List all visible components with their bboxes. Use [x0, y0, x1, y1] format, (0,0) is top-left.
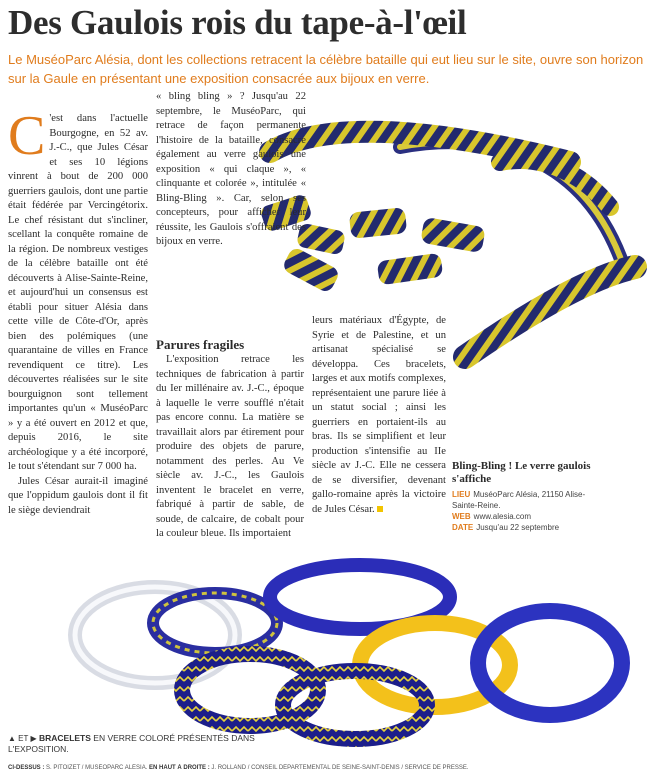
credit-text: S. PITOIZET / MUSÉOPARC ALÉSIA.	[44, 765, 150, 771]
photo-bracelet-fragments	[250, 92, 648, 392]
article-paragraph: leurs matériaux d'Égypte, de Syrie et de Palestine, et un artisanat spécialisé se développa. Ces bracelets, larges et aux motifs complexes, représentaient une parure liée à un statut social ; ainsi les guerriers en portaient-ils au bras. Ils se simplifient et leur production s'intensifie au IIe siècle av J.-C. Elle ne cessera de se diversifier, devenant gallo-romaine après la victoire de Jules César.	[312, 315, 446, 515]
info-box	[452, 460, 592, 533]
caption-arrows-icon: ▲ ET ▶	[8, 734, 37, 743]
photo-credits	[8, 764, 648, 772]
info-label: DATE	[452, 523, 474, 532]
article-paragraph: L'exposition retrace les techniques de fabrication à partir du Ier millénaire av. J.-C., époque à laquelle le verre soufflé n'était pas encore connu. La matière se travaillait alors par étirement pour produire des objets de parure, notamment des perles. Au Ve siècle av. J.-C., les Gaulois inventent le bracelet en verre, fabriqué à partir de sable, de soude, de calcaire, de cobalt pour la couleur bleue. Ils importaient	[156, 354, 304, 539]
end-mark-icon	[377, 506, 383, 512]
credit-label: EN HAUT À DROITE :	[149, 765, 210, 771]
info-value-link[interactable]: www.alesia.com	[473, 512, 532, 521]
photo-colored-bracelets	[40, 555, 640, 755]
photo-caption	[8, 733, 308, 755]
article-paragraph: « bling bling » ? Jusqu'au 22 septembre, le MuséoParc, qui retrace de façon permanente l'histoire de la bataille, consacre également au verre gaulois une exposition « qui claque », « clinquante et colorée », intitulée « Bling-Bling ». Car, selon ses concepteurs, pour afficher leur réussite, les Gaulois s'offraient des bijoux en verre.	[156, 91, 306, 247]
info-row-lieu	[452, 489, 592, 511]
info-value: Jusqu'au 22 septembre	[476, 523, 560, 532]
standfirst: Le MuséoParc Alésia, dont les collections retracent la célèbre bataille qui eut lieu sur le site, ouvre son horizon sur la Gaule en présentant une exposition consacrée aux bijoux en verre.	[8, 52, 644, 86]
headline: Des Gaulois rois du tape-à-l'œil	[8, 3, 467, 42]
article-paragraph: Jules César aurait-il imaginé que l'oppidum gaulois dont il fit le siège deviendrait	[8, 475, 148, 516]
caption-bold: BRACELETS	[38, 733, 91, 743]
caption-text: EN VERRE COLORÉ PRÉSENTÉS DANS L'EXPOSITION.	[8, 733, 255, 754]
article-column-1	[8, 105, 148, 518]
info-row-web	[452, 511, 592, 522]
article-column-4	[312, 314, 446, 517]
info-box-title: Bling-Bling ! Le verre gaulois s'affiche	[452, 460, 591, 485]
info-row-date	[452, 522, 592, 533]
article-column-3	[156, 337, 304, 542]
credit-text: J. ROLLAND / CONSEIL DÉPARTEMENTAL DE SEINE-SAINT-DENIS / SERVICE DE PRESSE.	[209, 765, 469, 771]
info-label: LIEU	[452, 490, 471, 499]
article-column-2	[156, 90, 306, 250]
subheading: Parures fragiles	[156, 337, 245, 352]
drop-cap: C	[8, 105, 46, 167]
article-paragraph: 'est dans l'actuelle Bourgogne, en 52 av. J.-C., que Jules César et ses 10 légions vinrent à bout de 200 000 guerriers gaulois, dont une partie était fédérée par Vercingétorix. Le chef résistant dut s'incliner, scellant la conquête romaine de la région. De nombreux vestiges de la célèbre bataille ont été découverts à Alise-Sainte-Reine, et aujourd'hui un consensus est établi pour situer Alésia dans cette ville de Côte-d'Or, après bien des polémiques (une quarantaine de villes en France revendiquent ce titre). Les découvertes réalisées sur le site bourguignon sont tellement importantes qu'un « MuséoParc » y a été ouvert en 2012 et que, depuis 2016, le site archéologique y a été incorporé, le tout s'étendant sur 7 000 ha.	[8, 113, 148, 472]
info-label: WEB	[452, 512, 471, 521]
credit-label: CI-DESSUS :	[8, 765, 45, 771]
info-value: MuséoParc Alésia, 21150 Alise-Sainte-Reine.	[452, 490, 586, 510]
